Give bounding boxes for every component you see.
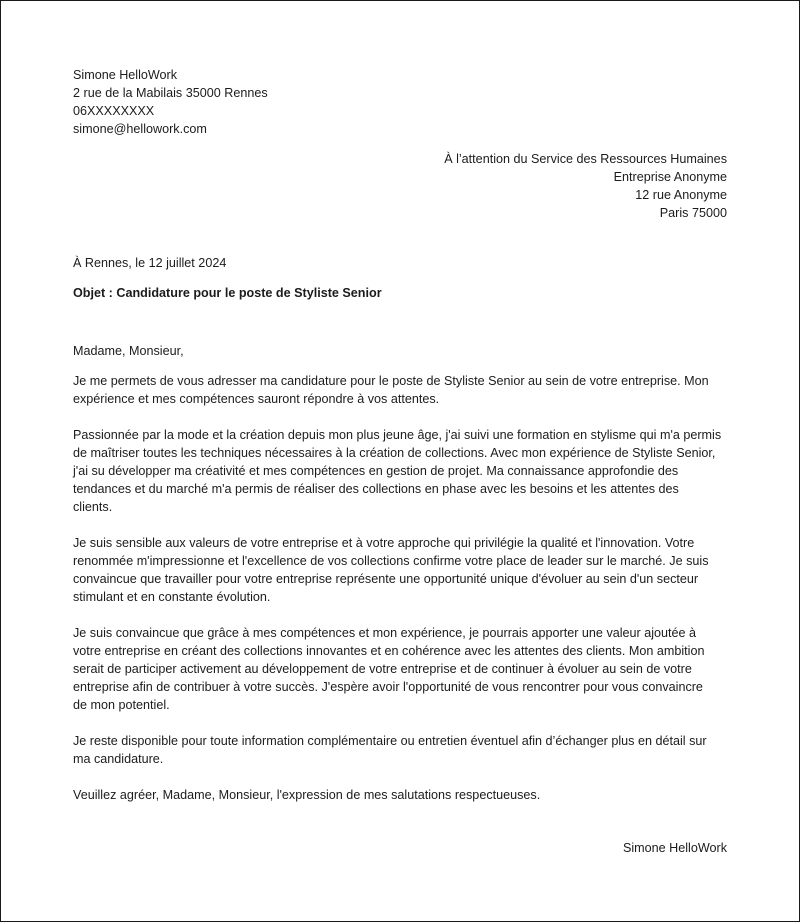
paragraph-line: votre entreprise en créant des collections innovantes et en cohérence avec les attentes des clients. Mon ambition <box>73 644 705 658</box>
salutation: Madame, Monsieur, <box>73 344 184 358</box>
subject-line: Objet : Candidature pour le poste de Styliste Senior <box>73 286 382 300</box>
recipient-attention: À l’attention du Service des Ressources Humaines <box>444 152 727 166</box>
paragraph-line: serait de participer activement au développement de votre entreprise et de continuer à évoluer au sein de votre <box>73 662 692 676</box>
sender-name: Simone HelloWork <box>73 68 178 82</box>
paragraph-line: expérience et mes compétences sauront répondre à vos attentes. <box>73 392 440 406</box>
sender-block <box>73 66 268 138</box>
sender-phone: 06XXXXXXXX <box>73 104 155 118</box>
paragraph-line: j'ai su développer ma créativité et mes compétences en gestion de projet. Ma connaissance approfondie des <box>73 464 679 478</box>
recipient-city: Paris 75000 <box>659 206 727 220</box>
paragraph-line: Veuillez agréer, Madame, Monsieur, l'expression de mes salutations respectueuses. <box>73 788 541 802</box>
paragraph-line: Je me permets de vous adresser ma candidature pour le poste de Styliste Senior au sein de votre entreprise. Mon <box>73 374 709 388</box>
date-line: À Rennes, le 12 juillet 2024 <box>73 256 227 270</box>
sender-address: 2 rue de la Mabilais 35000 Rennes <box>73 86 268 100</box>
paragraph-line: convaincue que travailler pour votre entreprise représente une opportunité unique d'évoluer au sein d'un secteur <box>73 572 699 586</box>
paragraph <box>73 624 729 714</box>
paragraph <box>73 426 729 516</box>
paragraph-line: Je reste disponible pour toute information complémentaire ou entretien éventuel afin d’échanger plus en détail sur <box>73 734 707 748</box>
paragraph-line: tendances et du marché m'a permis de réaliser des collections en phase avec les besoins et les attentes des <box>73 482 679 496</box>
paragraph-line: Je suis sensible aux valeurs de votre entreprise et à votre approche qui privilégie la qualité et l'innovation. Votre <box>73 536 695 550</box>
signature: Simone HelloWork <box>622 841 727 855</box>
paragraph-line: stimulant et en constante évolution. <box>73 590 271 604</box>
paragraph <box>73 732 729 768</box>
closing-paragraph <box>73 786 729 804</box>
paragraph-line: Passionnée par la mode et la création depuis mon plus jeune âge, j'ai suivi une formation en stylisme qui m'a permis <box>73 428 722 442</box>
paragraph-line: de maîtriser toutes les techniques nécessaires à la création de collections. Avec mon expérience de Styliste Senior, <box>73 446 716 460</box>
paragraph-line: entreprise afin de contribuer à votre succès. J'espère avoir l'opportunité de vous rencontrer pour vous convaincre <box>73 680 703 694</box>
sender-email: simone@hellowork.com <box>73 122 207 136</box>
paragraph-line: Je suis convaincue que grâce à mes compétences et mon expérience, je pourrais apporter une valeur ajoutée à <box>73 626 697 640</box>
recipient-company: Entreprise Anonyme <box>613 170 727 184</box>
recipient-block <box>444 150 727 222</box>
paragraph <box>73 534 729 606</box>
paragraph-line: de mon potentiel. <box>73 698 170 712</box>
paragraph <box>73 372 729 408</box>
recipient-street: 12 rue Anonyme <box>635 188 727 202</box>
paragraph-line: ma candidature. <box>73 752 164 766</box>
letter-body <box>73 372 729 804</box>
paragraph-line: clients. <box>73 500 113 514</box>
paragraph-line: renommée m'impressionne et l'excellence de vos collections confirme votre place de leader sur le marché. Je suis <box>73 554 709 568</box>
